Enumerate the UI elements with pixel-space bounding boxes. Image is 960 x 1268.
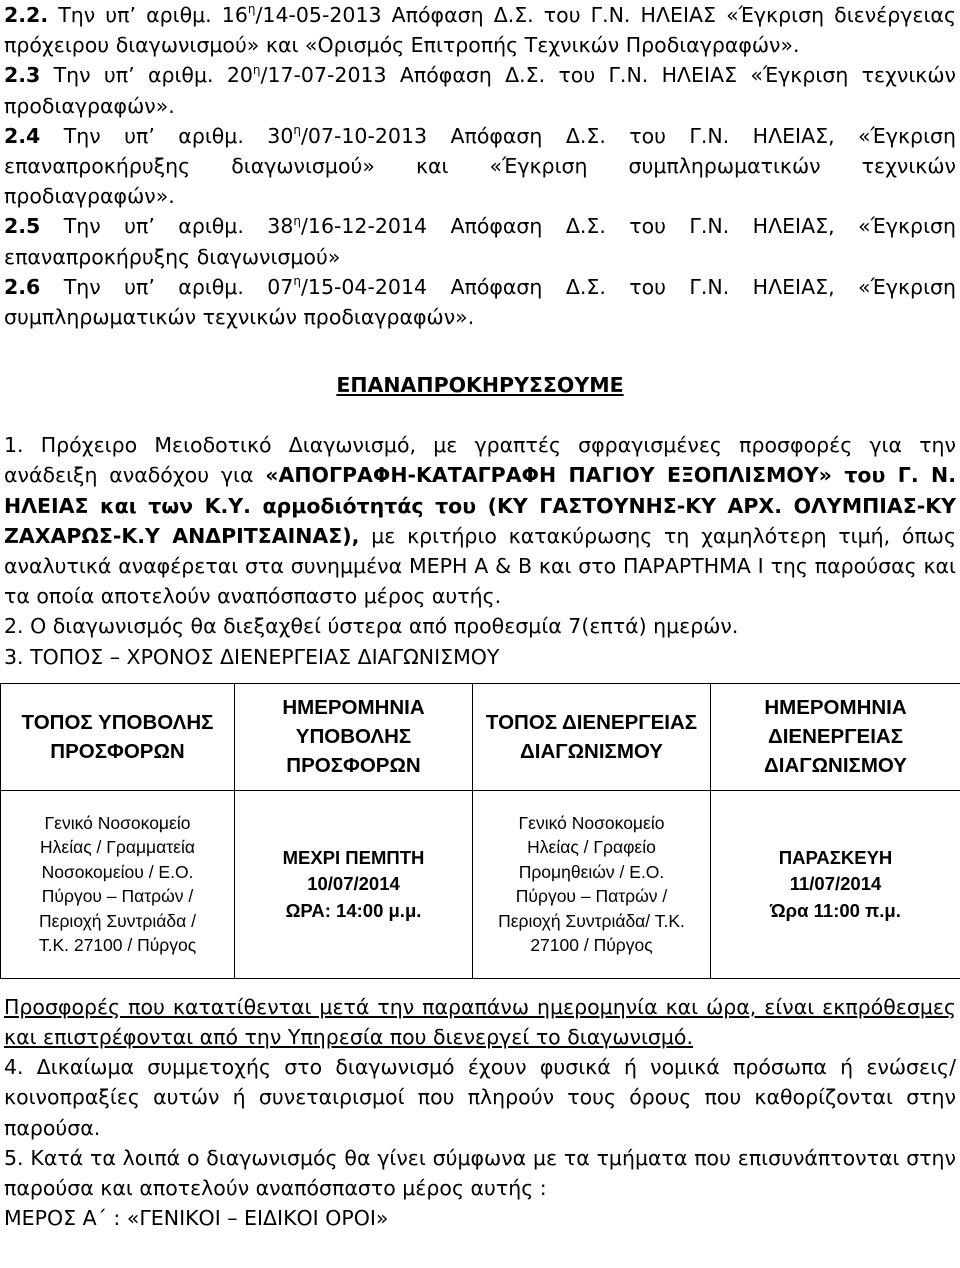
- schedule-table-wrapper: [4, 683, 956, 979]
- table-header-row: [1, 683, 960, 790]
- item-2-2: 2.2. Την υπ’ αριθμ. $16^\eta/14-05-2013$ Απόφαση Δ.Σ. του Γ.Ν. ΗΛΕΙΑΣ «Έγκριση διενέργειας πρόχειρου διαγωνισμού» και «Ορισμός Επιτροπής Τεχνικών Προδιαγραφών».: [4, 2, 956, 58]
- table-row: [1, 790, 960, 978]
- item-2-5: 2.5 Την υπ’ αριθμ. $38^\eta/16-12-2014$ Απόφαση Δ.Σ. του Γ.Ν. ΗΛΕΙΑΣ, «Έγκριση επαναπροκήρυξης διαγωνισμού»: [4, 213, 956, 269]
- header-submission-date: ΗΜΕΡΟΜΗΝΙΑ ΥΠΟΒΟΛΗΣ ΠΡΟΣΦΟΡΩΝ: [235, 683, 473, 790]
- paragraph-5: 5. Κατά τα λοιπά ο διαγωνισμός θα γίνει σύμφωνα με τα τμήματα που επισυνάπτονται στην παρούσα και αποτελούν αναπόσπαστο μέρος αυτής :: [4, 1145, 956, 1201]
- header-tender-date: ΗΜΕΡΟΜΗΝΙΑ ΔΙΕΝΕΡΓΕΙΑΣ ΔΙΑΓΩΝΙΣΜΟΥ: [711, 683, 960, 790]
- tender-subject: «ΑΠΟΓΡΑΦΗ-ΚΑΤΑΓΡΑΦΗ ΠΑΓΙΟΥ ΕΞΟΠΛΙΣΜΟΥ» του Γ. Ν. ΗΛΕΙΑΣ και των Κ.Υ. αρμοδιότητάς του (ΚΥ ΓΑΣΤΟΥΝΗΣ-ΚΥ ΑΡΧ. ΟΛΥΜΠΙΑΣ-ΚΥ ΖΑΧΑΡΩΣ-Κ.Υ ΑΝΔΡΙΤΣΑΙΝΑΣ),: [4, 463, 956, 548]
- item-2-4: 2.4 Την υπ’ αριθμ. $30^\eta/07-10-2013$ Απόφαση Δ.Σ. του Γ.Ν. ΗΛΕΙΑΣ, «Έγκριση επαναπροκήρυξης διαγωνισμού» και «Έγκριση συμπληρωματικών τεχνικών προδιαγραφών».: [4, 122, 956, 209]
- main-heading: ΕΠΑΝΑΠΡΟΚΗΡΥΣΣΟΥΜΕ: [336, 373, 624, 398]
- cell-tender-date: ΠΑΡΑΣΚΕΥΗ 11/07/2014 Ώρα 11:00 π.μ.: [711, 790, 960, 978]
- cell-submission-date: ΜΕΧΡΙ ΠΕΜΠΤΗ 10/07/2014 ΩΡΑ: 14:00 μ.μ.: [235, 790, 473, 978]
- header-submission-place: ΤΟΠΟΣ ΥΠΟΒΟΛΗΣ ΠΡΟΣΦΟΡΩΝ: [1, 683, 235, 790]
- header-tender-place: ΤΟΠΟΣ ΔΙΕΝΕΡΓΕΙΑΣ ΔΙΑΓΩΝΙΣΜΟΥ: [473, 683, 711, 790]
- paragraph-2: 2. Ο διαγωνισμός θα διεξαχθεί ύστερα από προθεσμία 7(επτά) ημερών.: [4, 614, 739, 639]
- late-submission-notice: Προσφορές που κατατίθενται μετά την παραπάνω ημερομηνία και ώρα, είναι εκπρόθεσμες και επιστρέφονται από την Υπηρεσία που διενεργεί το διαγωνισμό.: [4, 994, 956, 1050]
- item-2-6: 2.6 Την υπ’ αριθμ. $07^\eta/15-04-2014$ Απόφαση Δ.Σ. του Γ.Ν. ΗΛΕΙΑΣ, «Έγκριση συμπληρωματικών τεχνικών προδιαγραφών».: [4, 274, 956, 330]
- paragraph-4: 4. Δικαίωμα συμμετοχής στο διαγωνισμό έχουν φυσικά ή νομικά πρόσωπα ή ενώσεις/ κοινοπραξίες αυτών ή συνεταιρισμοί που πληρούν τους όρους που καθορίζονται στην παρούσα.: [4, 1055, 956, 1140]
- paragraph-1: 1. Πρόχειρο Μειοδοτικό Διαγωνισμό, με γραπτές σφραγισμένες προσφορές για την ανάδειξη αναδόχου για «ΑΠΟΓΡΑΦΗ-ΚΑΤΑΓΡΑΦΗ ΠΑΓΙΟΥ ΕΞΟΠΛΙΣΜΟΥ» του Γ. Ν. ΗΛΕΙΑΣ και των Κ.Υ. αρμοδιότητάς του (ΚΥ ΓΑΣΤΟΥΝΗΣ-ΚΥ ΑΡΧ. ΟΛΥΜΠΙΑΣ-ΚΥ ΖΑΧΑΡΩΣ-Κ.Υ ΑΝΔΡΙΤΣΑΙΝΑΣ), με κριτήριο κατακύρωσης τη χαμηλότερη τιμή, όπως αναλυτικά αναφέρεται στα συνημμένα ΜΕΡΗ Α & Β και στο ΠΑΡΑΡΤΗΜΑ Ι της παρούσας και τα οποία αποτελούν αναπόσπαστο μέρος αυτής.: [4, 433, 956, 609]
- cell-tender-place: Γενικό Νοσοκομείο Ηλείας / Γραφείο Προμηθειών / Ε.Ο. Πύργου – Πατρών / Περιοχή Συντριάδα/ Τ.Κ. 27100 / Πύργος: [473, 790, 711, 978]
- document-page: [4, 0, 956, 1233]
- part-a-title: ΜΕΡΟΣ Α΄ : «ΓΕΝΙΚΟΙ – ΕΙΔΙΚΟΙ ΟΡΟΙ»: [4, 1206, 389, 1231]
- schedule-table: [0, 683, 960, 979]
- paragraph-3: 3. ΤΟΠΟΣ – ΧΡΟΝΟΣ ΔΙΕΝΕΡΓΕΙΑΣ ΔΙΑΓΩΝΙΣΜΟΥ: [4, 644, 500, 669]
- cell-submission-place: Γενικό Νοσοκομείο Ηλείας / Γραμματεία Νοσοκομείου / Ε.Ο. Πύργου – Πατρών / Περιοχή Συντριάδα / Τ.Κ. 27100 / Πύργος: [1, 790, 235, 978]
- item-2-3: 2.3 Την υπ’ αριθμ. $20^\eta/17-07-2013$ Απόφαση Δ.Σ. του Γ.Ν. ΗΛΕΙΑΣ «Έγκριση τεχνικών προδιαγραφών».: [4, 62, 956, 118]
